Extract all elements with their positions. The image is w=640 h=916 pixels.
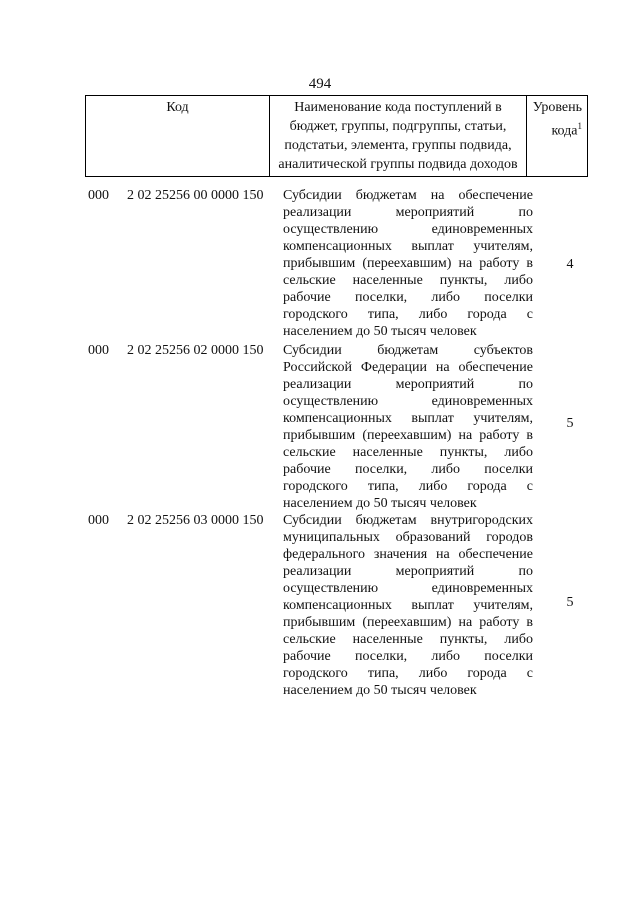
header-name: Наименование кода поступлений в бюджет, группы, подгруппы, статьи, подстатьи, элемента, группы подвида, аналитической группы подвида доходов	[270, 96, 527, 177]
footnote-marker: 1	[577, 121, 582, 131]
entry-level: 4	[566, 257, 574, 272]
header-row	[86, 96, 588, 177]
table-header	[85, 95, 588, 177]
entry-code: 2 02 25256 02 0000 150	[127, 343, 264, 358]
entry-description: Субсидии бюджетам субъектов Российской Федерации на обеспечение реализации мероприятий по осуществлению единовременных компенсационных выплат учителям, прибывшим (переехавшим) на работу в сельские населенные пункты, либо рабочие поселки, либо поселки городского типа, либо города с населением до 50 тысяч человек	[283, 343, 533, 511]
entry-level: 5	[566, 416, 574, 431]
entry-code: 2 02 25256 00 0000 150	[127, 188, 264, 203]
page-number: 494	[308, 76, 332, 92]
entry-level: 5	[566, 595, 574, 610]
entry-prefix: 000	[88, 188, 109, 203]
entry-description: Субсидии бюджетам внутригородских муниципальных образований городов федерального значения на обеспечение реализации мероприятий по осуществлению единовременных компенсационных выплат учителям, прибывшим (переехавшим) на работу в сельские населенные пункты, либо рабочие поселки, либо поселки городского типа, либо города с населением до 50 тысяч человек	[283, 513, 533, 698]
header-level-label: Уровень кода	[532, 100, 582, 139]
entry-prefix: 000	[88, 343, 109, 358]
entry-prefix: 000	[88, 513, 109, 528]
entry-code: 2 02 25256 03 0000 150	[127, 513, 264, 528]
header-code: Код	[86, 96, 270, 177]
entry-description: Субсидии бюджетам на обеспечение реализации мероприятий по осуществлению единовременных компенсационных выплат учителям, прибывшим (переехавшим) на работу в сельские населенные пункты, либо рабочие поселки, либо поселки городского типа, либо города с населением до 50 тысяч человек	[283, 188, 533, 339]
header-level	[527, 96, 588, 177]
